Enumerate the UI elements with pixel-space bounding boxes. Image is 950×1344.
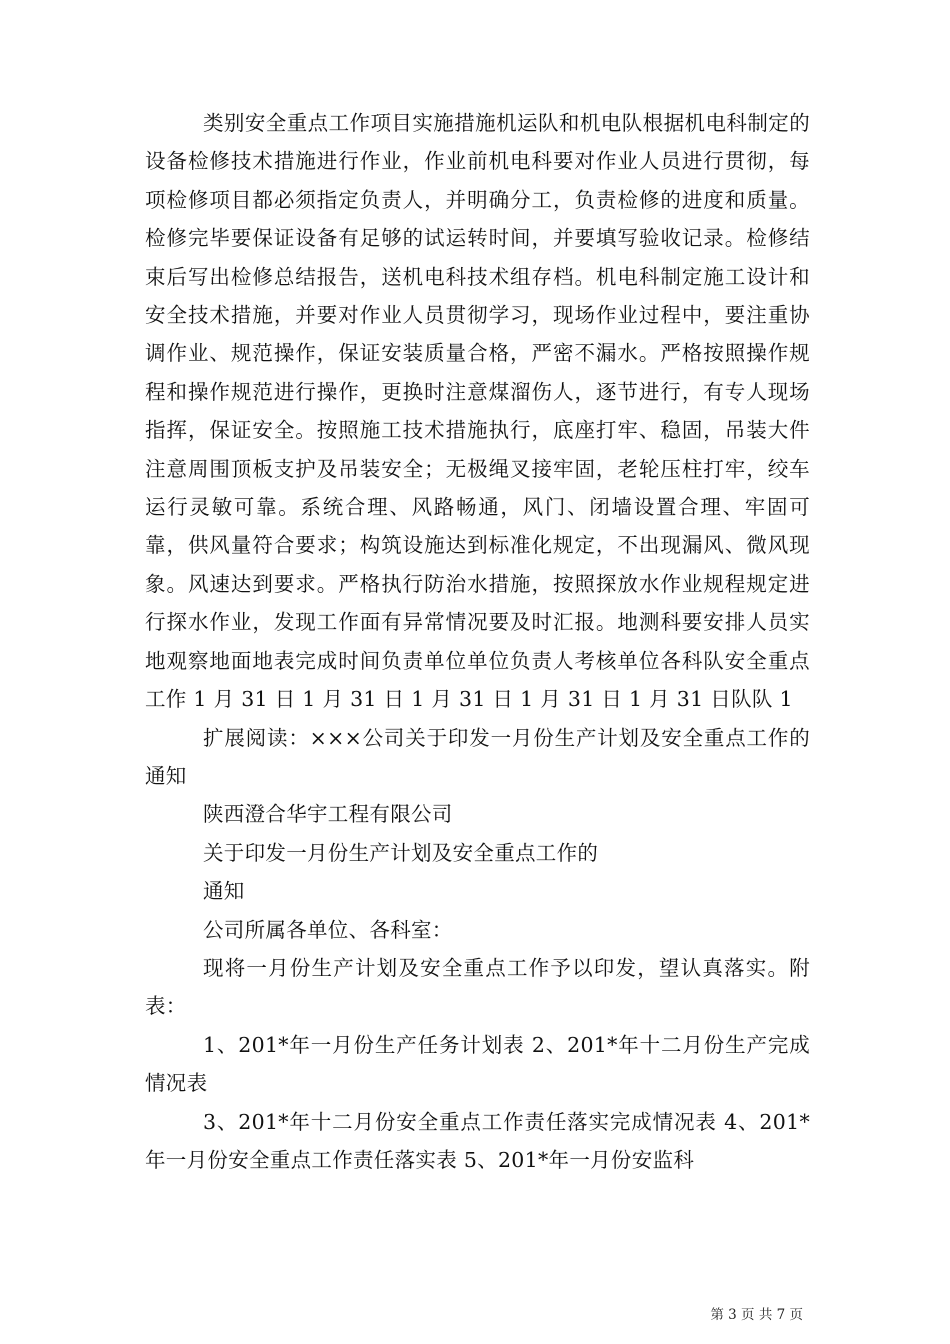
page-number-footer: 第 3 页 共 7 页 [710,1307,803,1323]
paragraph-notice-word: 通知 [203,879,245,904]
paragraph-extended-reading: 扩展阅读：×××公司关于印发一月份生产计划及安全重点工作的通知 [145,725,810,788]
paragraph-attachments-2: 3、201*年十二月份安全重点工作责任落实完成情况表 4、201*年一月份安全重点工作责任落实表 5、201*年一月份安监科 [145,1109,810,1172]
paragraph-attachments-1: 1、201*年一月份生产任务计划表 2、201*年十二月份生产完成情况表 [145,1032,810,1096]
paragraph-instruction: 现将一月份生产计划及安全重点工作予以印发，望认真落实。附表： [145,955,810,1019]
paragraph-notice-title: 关于印发一月份生产计划及安全重点工作的 [203,840,599,865]
paragraph-company-name: 陕西澄合华宇工程有限公司 [203,802,453,827]
paragraph-main: 类别安全重点工作项目实施措施机运队和机电队根据机电科制定的设备检修技术措施进行作业，作业前机电科要对作业人员进行贯彻，每项检修项目都必须指定负责人，并明确分工，负责检修的进度和质量。检修完毕要保证设备有足够的试运转时间，并要填写验收记录。检修结束后写出检修总结报告，送机电科技术组存档。机电科制定施工设计和安全技术措施，并要对作业人员贯彻学习，现场作业过程中，要注重协调作业、规范操作，保证安装质量合格，严密不漏水。严格按照操作规程和操作规范进行操作，更换时注意煤溜伤人，逐节进行，有专人现场指挥，保证安全。按照施工技术措施执行，底座打牢、稳固，吊装大件注意周围顶板支护及吊装安全；无极绳叉接牢固，老轮压柱打牢，绞车运行灵敏可靠。系统合理、风路畅通，风门、闭墙设置合理、牢固可靠，供风量符合要求；构筑设施达到标准化规定，不出现漏风、微风现象。风速达到要求。严格执行防治水措施，按照探放水作业规程规定进行探水作业，发现工作面有异常情况要及时汇报。地测科要安排人员实地观察地面地表完成时间负责单位单位负责人考核单位各科队安全重点工作 1 月 31 日 1 月 31 日 1 月 31 日 1 月 31 日 1 月 31 日队队 1 [145,111,810,712]
document-body [145,104,810,1179]
paragraph-addressee: 公司所属各单位、各科室： [203,917,453,942]
